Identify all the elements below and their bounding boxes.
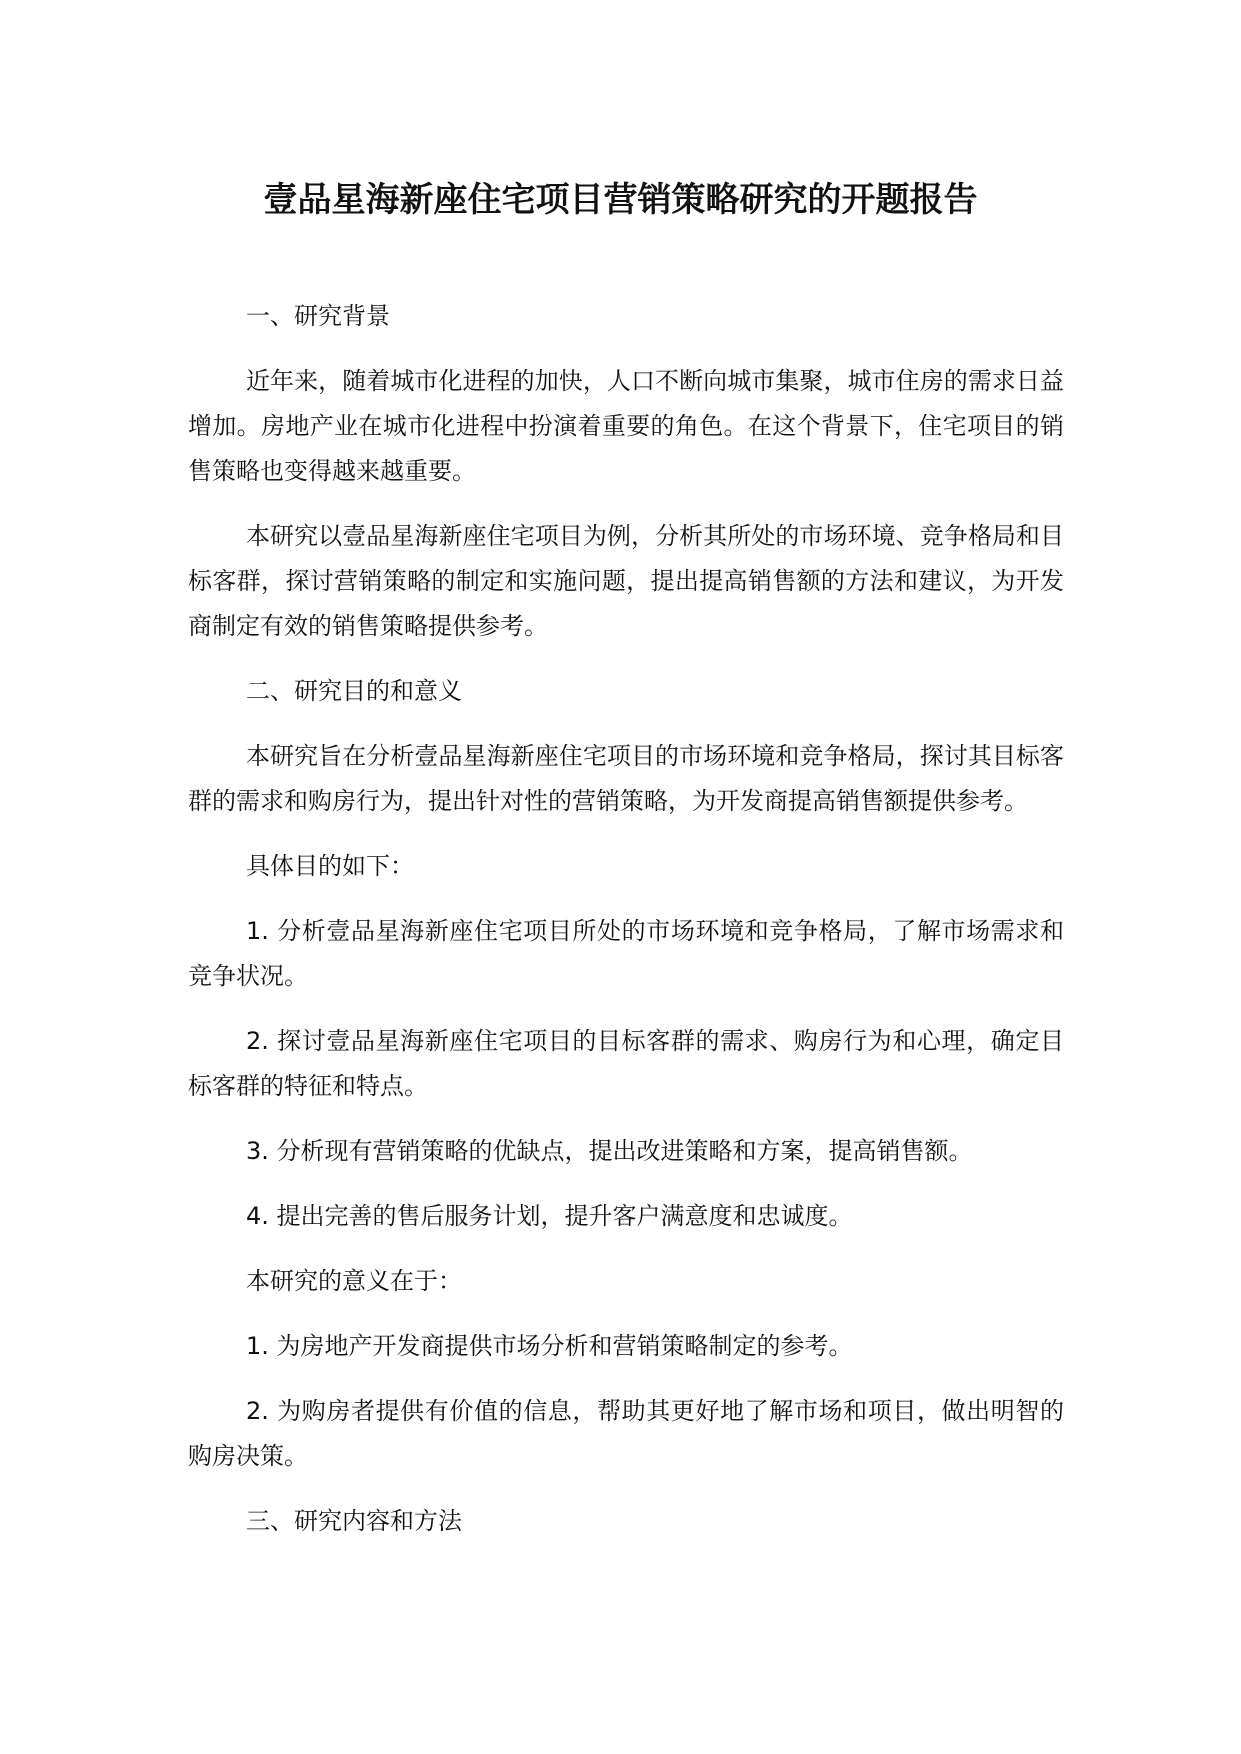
- paragraph-background-1: 近年来，随着城市化进程的加快，人口不断向城市集聚，城市住房的需求日益增加。房地产业在城市化进程中扮演着重要的角色。在这个背景下，住宅项目的销售策略也变得越来越重要。: [188, 367, 1064, 485]
- list-item-significance-1: 1. 为房地产开发商提供市场分析和营销策略制定的参考。: [246, 1332, 853, 1360]
- section-heading-content-methods: 三、研究内容和方法: [246, 1507, 462, 1535]
- list-item-significance-2: 2. 为购房者提供有价值的信息，帮助其更好地了解市场和项目，做出明智的购房决策。: [188, 1397, 1064, 1470]
- paragraph-background-2: 本研究以壹品星海新座住宅项目为例，分析其所处的市场环境、竞争格局和目标客群，探讨营销策略的制定和实施问题，提出提高销售额的方法和建议，为开发商制定有效的销售策略提供参考。: [188, 522, 1064, 640]
- list-item-goal-2: 2. 探讨壹品星海新座住宅项目的目标客群的需求、购房行为和心理，确定目标客群的特征和特点。: [188, 1027, 1064, 1100]
- paragraph-significance-intro: 本研究的意义在于：: [246, 1267, 462, 1295]
- document-title: 壹品星海新座住宅项目营销策略研究的开题报告: [263, 180, 978, 220]
- document-body: [188, 294, 1064, 1564]
- section-heading-background: 一、研究背景: [246, 302, 390, 330]
- paragraph-specific-goals-intro: 具体目的如下：: [246, 852, 414, 880]
- paragraph-purpose: 本研究旨在分析壹品星海新座住宅项目的市场环境和竞争格局，探讨其目标客群的需求和购房行为，提出针对性的营销策略，为开发商提高销售额提供参考。: [188, 742, 1064, 815]
- list-item-goal-4: 4. 提出完善的售后服务计划，提升客户满意度和忠诚度。: [246, 1202, 853, 1230]
- section-heading-purpose: 二、研究目的和意义: [246, 677, 462, 705]
- list-item-goal-3: 3. 分析现有营销策略的优缺点，提出改进策略和方案，提高销售额。: [246, 1137, 973, 1165]
- list-item-goal-1: 1. 分析壹品星海新座住宅项目所处的市场环境和竞争格局，了解市场需求和竞争状况。: [188, 917, 1064, 990]
